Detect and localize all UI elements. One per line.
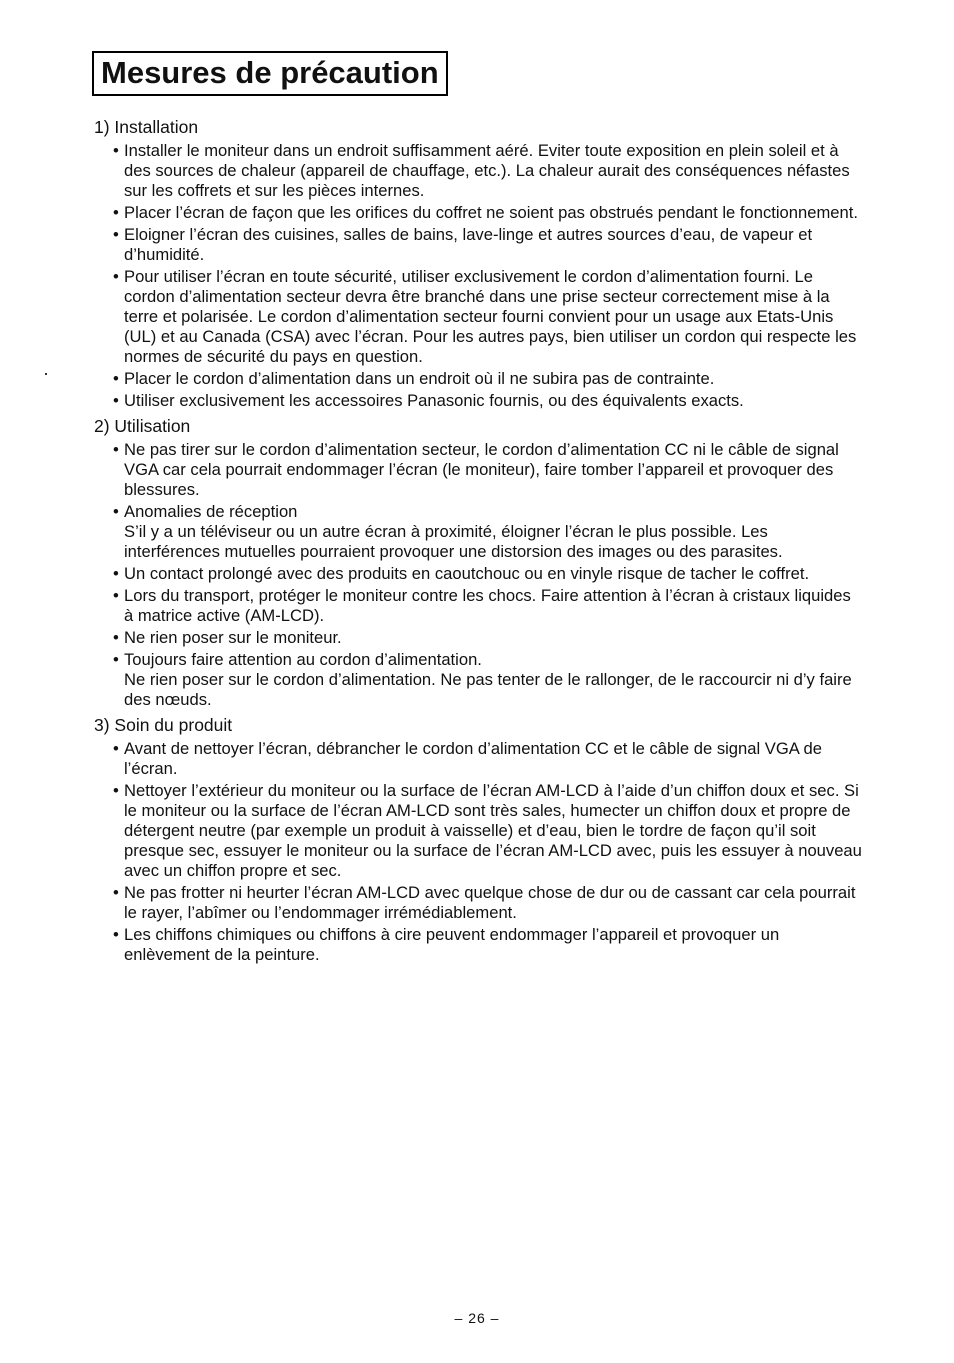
section-heading: 2) Utilisation [94, 416, 191, 436]
bullet-list [94, 440, 864, 710]
list-item: • Ne rien poser sur le moniteur. [94, 628, 864, 648]
list-item [94, 650, 864, 710]
document-body [94, 116, 864, 969]
list-item: • Les chiffons chimiques ou chiffons à cire peuvent endommager l’appareil et provoquer un enlèvement de la peinture. [94, 925, 864, 965]
list-item: • Installer le moniteur dans un endroit suffisamment aéré. Eviter toute exposition en plein soleil et à des sources de chaleur (appareil de chauffage, etc.). La chaleur aurait des conséquences néfastes sur les coffrets et sur les pièces internes. [94, 141, 864, 201]
list-item: • Ne pas frotter ni heurter l’écran AM-LCD avec quelque chose de dur ou de cassant car cela pourrait le rayer, l’abîmer ou l’endommager irrémédiablement. [94, 883, 864, 923]
bullet-list [94, 739, 864, 965]
page-number: – 26 – [454, 1310, 500, 1326]
section-utilisation [94, 415, 864, 710]
list-item: • Nettoyer l’extérieur du moniteur ou la surface de l’écran AM-LCD à l’aide d’un chiffon doux et sec. Si le moniteur ou la surface de l’écran AM-LCD sont très sales, humecter un chiffon doux et propre de détergent neutre (par exemple un produit à vaisselle) et d’eau, bien le tordre de façon qu’il soit presque sec, essuyer le moniteur ou la surface de l’écran AM-LCD avec, puis les essuyer à nouveau avec un chiffon propre et sec. [94, 781, 864, 881]
list-item-detail: S’il y a un téléviseur ou un autre écran à proximité, éloigner l’écran le plus possible. Les interférences mutuelles pourraient provoquer une distorsion des images ou des parasites. [124, 522, 783, 561]
list-item-detail: Ne rien poser sur le cordon d’alimentation. Ne pas tenter de le rallonger, de le raccourcir ni d’y faire des nœuds. [124, 670, 852, 709]
list-item: • Placer l’écran de façon que les orifices du coffret ne soient pas obstrués pendant le fonctionnement. [94, 203, 864, 223]
list-item-text: Anomalies de réception [124, 502, 298, 521]
list-item: • Un contact prolongé avec des produits en caoutchouc ou en vinyle risque de tacher le coffret. [94, 564, 864, 584]
section-soin-du-produit [94, 714, 864, 965]
bullet-list [94, 141, 864, 411]
section-heading: 3) Soin du produit [94, 715, 233, 735]
list-item: • Ne pas tirer sur le cordon d’alimentation secteur, le cordon d’alimentation CC ni le câble de signal VGA car cela pourrait endommager l’écran (le moniteur), faire tomber l’appareil et provoquer des blessures. [94, 440, 864, 500]
list-item-text: Toujours faire attention au cordon d’alimentation. [124, 650, 482, 669]
list-item: • Lors du transport, protéger le moniteur contre les chocs. Faire attention à l’écran à cristaux liquides à matrice active (AM-LCD). [94, 586, 864, 626]
list-item: • Eloigner l’écran des cuisines, salles de bains, lave-linge et autres sources d’eau, de vapeur et d’humidité. [94, 225, 864, 265]
list-item: • Utiliser exclusivement les accessoires Panasonic fournis, ou des équivalents exacts. [94, 391, 864, 411]
list-item: • Placer le cordon d’alimentation dans un endroit où il ne subira pas de contrainte. [94, 369, 864, 389]
scan-speck [45, 373, 47, 375]
page-title: Mesures de précaution [92, 51, 448, 96]
section-installation [94, 116, 864, 411]
list-item: • Avant de nettoyer l’écran, débrancher le cordon d’alimentation CC et le câble de signal VGA de l’écran. [94, 739, 864, 779]
section-heading: 1) Installation [94, 117, 199, 137]
list-item: • Pour utiliser l’écran en toute sécurité, utiliser exclusivement le cordon d’alimentation fourni. Le cordon d’alimentation secteur devra être branché dans une prise secteur correctement mise à la terre et polarisée. Le cordon d’alimentation secteur fourni convient pour un usage aux Etats-Unis (UL) et au Canada (CSA) avec l’écran. Pour les autres pays, bien utiliser un cordon qui respecte les normes de sécurité du pays en question. [94, 267, 864, 367]
list-item [94, 502, 864, 562]
